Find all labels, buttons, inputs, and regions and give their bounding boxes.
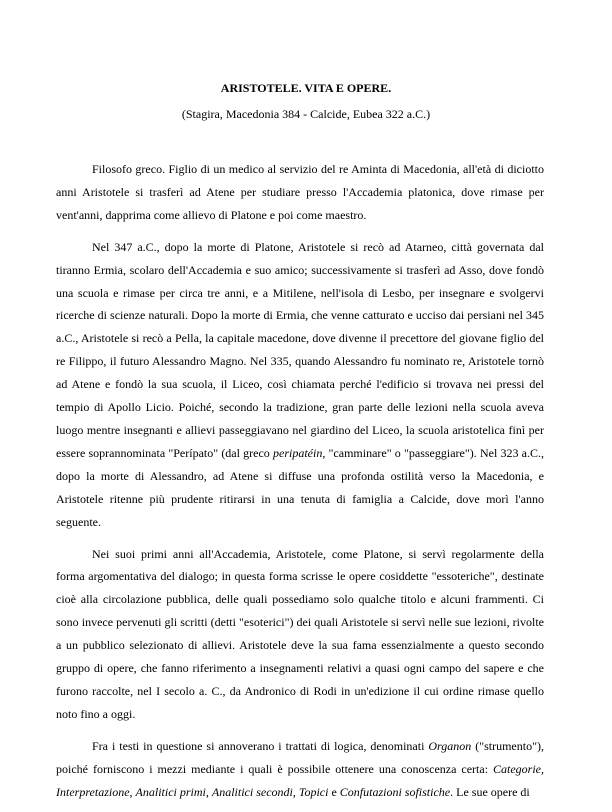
paragraph-4-text-3: , bbox=[541, 761, 544, 776]
paragraph-4-text-5: , bbox=[205, 784, 212, 799]
paragraph-4-text-7: e bbox=[328, 784, 340, 799]
paragraph-1: Filosofo greco. Figlio di un medico al servizio del re Aminta di Macedonia, all'età di diciotto anni Aristotele si trasferì ad Atene per studiare presso l'Accademia platonica, dove rimase per vent'anni, dapprima come allievo di Platone e poi come maestro. bbox=[56, 162, 544, 222]
paragraph-4-text-6: , bbox=[292, 784, 299, 799]
paragraph-3: Nei suoi primi anni all'Accademia, Aristotele, come Platone, si servì regolarmente della forma argomentativa del dialogo; in questa forma scrisse le opere cosiddette "essoteriche", destinate cioè alla circolazione pubblica, delle quali possediamo solo qualche titolo e alcuni frammenti. Ci sono invece pervenuti gli scritti (detti "esoterici") dei quali Aristotele si servì nelle sue lezioni, rivolte a un pubblico selezionato di allievi. Aristotele deve la sua fama essenzialmente a questo secondo gruppo di opere, che fanno riferimento a insegnamenti relativi a quasi ogni campo del sapere e che furono raccolte, nel I secolo a. C., da Andronico di Rodi in un'edizione il cui ordine rimase quello noto fino a oggi. bbox=[56, 546, 544, 721]
work-title-confutazioni-sofistiche: Confutazioni sofistiche bbox=[339, 784, 451, 799]
work-title-organon: Organon bbox=[428, 738, 472, 753]
paragraph-2-text-b: , "camminare" o "passeggiare"). Nel 323 a.C., dopo la morte di Alessandro, ad Atene si diffuse una profonda ostilità verso la Macedonia, e Aristotele ritenne più prudente ritirarsi in una tenuta di famiglia a Calcide, dove morì l'anno seguente. bbox=[56, 445, 544, 529]
paragraph-4-text-8: . Le sue opere di bbox=[450, 784, 530, 799]
paragraph-4-text-1: Fra i testi in questione si annoverano i trattati di logica, denominati bbox=[92, 738, 429, 753]
paragraph-4-text-2: ("strumento"), poiché forniscono i mezzi mediante i quali è possibile ottenere una conoscenza certa: bbox=[56, 738, 544, 776]
work-title-categorie: Categorie bbox=[493, 761, 541, 776]
greek-term: peripatéin bbox=[273, 445, 323, 460]
document-body bbox=[56, 158, 544, 812]
paragraph-2-text-a: Nel 347 a.C., dopo la morte di Platone, Aristotele si recò ad Atarneo, città governata dal tiranno Ermia, scolaro dell'Accademia e suo amico; successivamente si trasferì ad Asso, dove fondò una scuola e rimase per circa tre anni, e a Mitilene, nell'isola di Lesbo, per insegnare e svolgervi ricerche di scienze naturali. Dopo la morte di Ermia, che venne catturato e ucciso dai persiani nel 345 a.C., Aristotele si recò a Pella, la capitale macedone, dove divenne il precettore del giovane figlio del re Filippo, il futuro Alessandro Magno. Nel 335, quando Alessandro fu nominato re, Aristotele tornò ad Atene e fondò la sua scuola, il Liceo, così chiamata perché l'edificio si trovava nei pressi del tempio di Apollo Licio. Poiché, secondo la tradizione, gran parte delle lezioni nella scuola aveva luogo mentre insegnanti e allievi passeggiavano nel giardino del Liceo, la scuola aristotelica finì per essere soprannominata "Perípato" (dal greco bbox=[56, 239, 544, 460]
page-title: ARISTOTELE. VITA E OPERE. bbox=[220, 81, 392, 95]
paragraph-4 bbox=[56, 735, 544, 804]
work-title-topici: Topici bbox=[298, 784, 329, 799]
work-title-analitici-primi: Analitici primi bbox=[135, 784, 206, 799]
paragraph-4-text-4: , bbox=[129, 784, 136, 799]
paragraph-2 bbox=[56, 236, 544, 534]
work-title-analitici-secondi: Analitici secondi bbox=[211, 784, 293, 799]
page-subtitle: (Stagira, Macedonia 384 - Calcide, Eubea 322 a.C.) bbox=[181, 107, 431, 121]
work-title-interpretazione: Interpretazione bbox=[56, 784, 130, 799]
